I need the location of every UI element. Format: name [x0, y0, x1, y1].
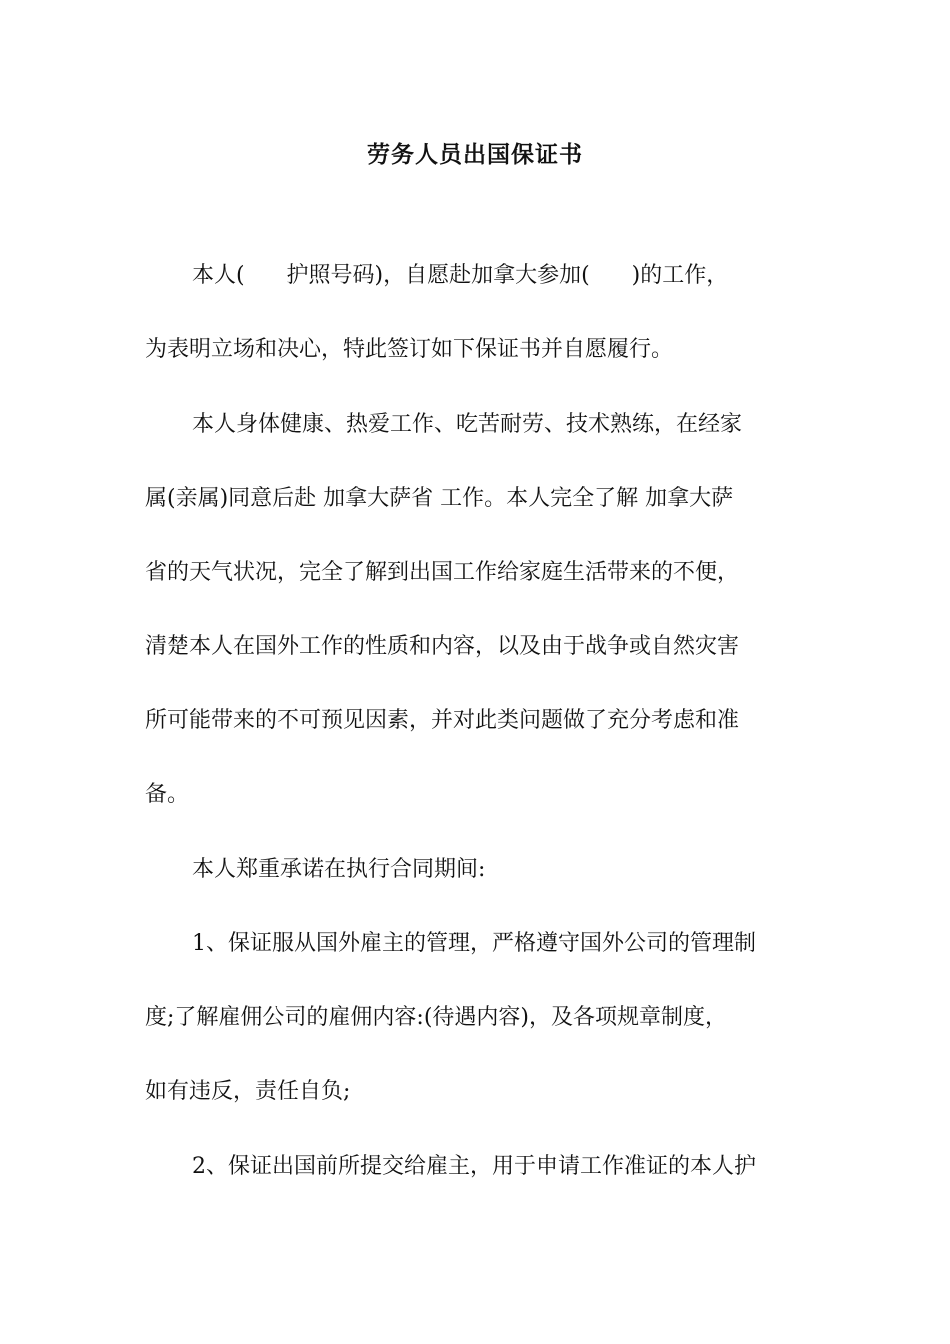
paragraph-line: 本人( 护照号码)，自愿赴加拿大参加( )的工作， — [192, 263, 729, 288]
paragraph-line: 2、保证出国前所提交给雇主，用于申请工作准证的本人护 — [192, 1154, 756, 1179]
paragraph-line: 所可能带来的不可预见因素，并对此类问题做了充分考虑和准 — [145, 708, 740, 733]
paragraph-line: 为表明立场和决心，特此签订如下保证书并自愿履行。 — [145, 337, 674, 362]
paragraph-line: 本人身体健康、热爱工作、吃苦耐劳、技术熟练，在经家 — [192, 412, 743, 437]
paragraph-line: 1、保证服从国外雇主的管理，严格遵守国外公司的管理制 — [192, 931, 756, 956]
paragraph-line: 备。 — [145, 782, 190, 807]
paragraph-line: 度;了解雇佣公司的雇佣内容:(待遇内容)，及各项规章制度， — [145, 1005, 727, 1030]
paragraph-line: 如有违反，责任自负; — [145, 1079, 351, 1104]
paragraph-line: 本人郑重承诺在执行合同期间: — [192, 857, 486, 882]
paragraph-line: 属(亲属)同意后赴 加拿大萨省 工作。本人完全了解 加拿大萨 — [145, 486, 734, 511]
document-title: 劳务人员出国保证书 — [367, 141, 583, 168]
paragraph-line: 清楚本人在国外工作的性质和内容，以及由于战争或自然灾害 — [145, 634, 740, 659]
paragraph-line: 省的天气状况，完全了解到出国工作给家庭生活带来的不便， — [145, 560, 740, 585]
